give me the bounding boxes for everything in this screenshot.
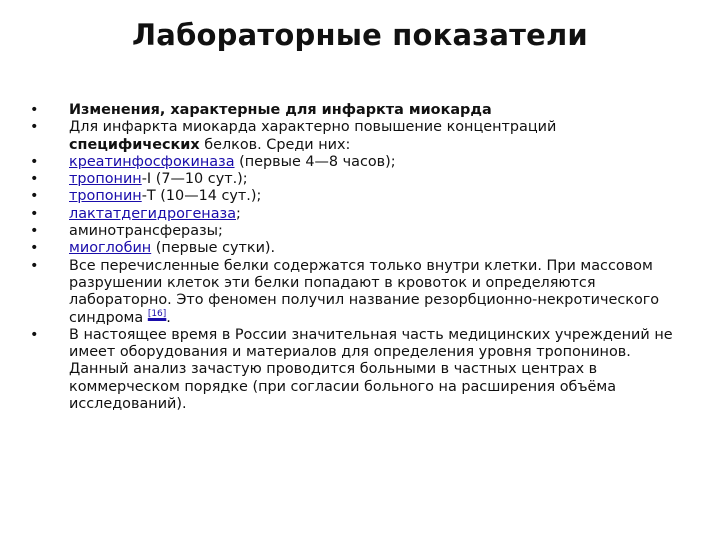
- bullet-text: -T (10—14 сут.);: [141, 188, 262, 205]
- bullet-text: белков. Среди них:: [199, 136, 351, 153]
- myoglobin-link[interactable]: миоглобин: [69, 240, 152, 257]
- bullet-text: В настоящее время в России значительная часть медицинских учреждений не имеет оборудования и материалов для определения уровня тропонинов. Данный анализ зачастую проводится больными в частных центрах в коммерческом порядке (при согласии больного на расширения объёма исследований).: [69, 326, 673, 413]
- bullet-text: ;: [236, 205, 241, 222]
- bullet-text: Для инфаркта миокарда характерно повышение концентраций: [69, 119, 557, 136]
- list-item: [30, 327, 690, 413]
- list-item: [30, 154, 690, 171]
- bullet-text: аминотрансферазы;: [69, 223, 223, 240]
- bullet-text: .: [166, 309, 171, 326]
- bullet-text: Все перечисленные белки содержатся только внутри клетки. При массовом разрушении клеток эти белки попадают в кровоток и определяются лабораторно. Это феномен получил название резорбционно-некротического синдрома: [69, 257, 660, 326]
- bullet-text: (первые 4—8 часов);: [234, 153, 396, 170]
- bullet-text: (первые сутки).: [151, 240, 276, 257]
- list-item: [30, 102, 690, 119]
- list-item: [30, 206, 690, 223]
- troponin-i-link[interactable]: тропонин: [69, 171, 142, 188]
- list-item: [30, 119, 690, 154]
- creatine-kinase-link[interactable]: креатинфосфокиназа: [69, 153, 235, 170]
- list-item: [30, 258, 690, 327]
- citation-link[interactable]: [16]: [147, 308, 167, 319]
- slide-title: Лабораторные показатели: [132, 18, 588, 52]
- bullet-emphasis: специфических: [69, 136, 200, 153]
- list-item: [30, 171, 690, 188]
- list-item: [30, 223, 690, 240]
- list-item: [30, 188, 690, 205]
- bullet-heading: Изменения, характерные для инфаркта миокарда: [69, 102, 492, 118]
- list-item: [30, 240, 690, 257]
- bullet-list: [30, 102, 690, 413]
- bullet-text: -I (7—10 сут.);: [141, 171, 248, 188]
- ldh-link[interactable]: лактатдегидрогеназа: [69, 205, 237, 222]
- troponin-t-link[interactable]: тропонин: [69, 188, 142, 205]
